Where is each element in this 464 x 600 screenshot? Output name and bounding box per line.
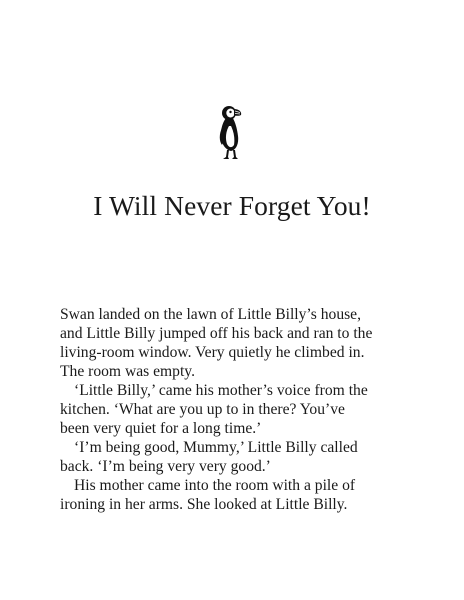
puffin-icon: [214, 104, 248, 162]
text-line: ironing in her arms. She looked at Little Billy.: [60, 496, 348, 513]
text-line: living-room window. Very quietly he climbed in.: [60, 344, 365, 361]
text-line: kitchen. ‘What are you up to in there? You’ve: [60, 401, 345, 418]
body-text: [60, 305, 420, 514]
text-line: His mother came into the room with a pile of: [74, 477, 356, 494]
text-line: been very quiet for a long time.’: [60, 420, 262, 437]
chapter-title: I Will Never Forget You!: [93, 190, 371, 221]
text-line: Swan landed on the lawn of Little Billy’s house,: [60, 306, 362, 323]
text-line: ‘Little Billy,’ came his mother’s voice from the: [74, 382, 368, 399]
text-line: The room was empty.: [60, 363, 195, 380]
text-line: and Little Billy jumped off his back and ran to the: [60, 325, 373, 342]
text-line: ‘I’m being good, Mummy,’ Little Billy called: [74, 439, 358, 456]
text-line: back. ‘I’m being very very good.’: [60, 458, 271, 475]
